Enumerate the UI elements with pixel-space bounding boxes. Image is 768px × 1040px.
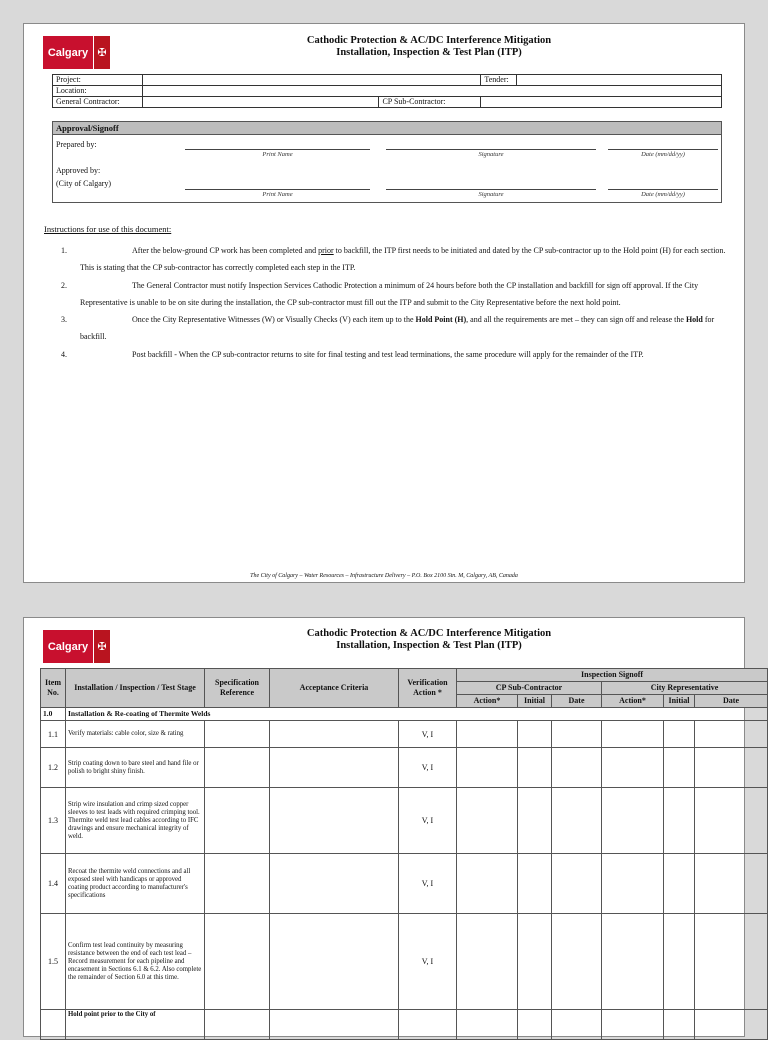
row-cp-date[interactable] [552, 721, 602, 748]
instruction-text: to backfill, the ITP first needs to be initiated and dated by the CP sub-contractor up to the Hold point (H) for each section. This is stating that the CP sub-contractor has correctly completed each step in the ITP. [80, 246, 726, 273]
row-city-date[interactable] [695, 854, 768, 914]
row-cp-date[interactable] [552, 854, 602, 914]
cp-date-header: Date [552, 695, 602, 708]
prepared-date-line[interactable]: Date (mm/dd/yy) [608, 149, 718, 158]
approval-signoff-box [52, 121, 722, 203]
row-stage: Hold point prior to the City of [66, 1010, 205, 1040]
row-city-action[interactable] [602, 788, 664, 854]
approved-signature-line[interactable]: Signature [386, 189, 596, 198]
row-cp-date[interactable] [552, 788, 602, 854]
row-city-action[interactable] [602, 748, 664, 788]
row-cp-action[interactable] [457, 788, 518, 854]
row-item-no: 1.1 [41, 721, 66, 748]
instruction-text: After the below-ground CP work has been completed and [132, 246, 319, 255]
row-spec-ref[interactable] [205, 914, 270, 1010]
logo-text: Calgary [43, 630, 93, 663]
instruction-text: Once the City Representative Witnesses (W) or Visually Checks (V) each item up to the [132, 315, 416, 325]
city-rep-header: City Representative [602, 682, 768, 695]
instruction-text: The General Contractor must notify Inspection Services Cathodic Protection a minimum of 24 hours before both the CP installation and backfill for sign off approval. If the City Representative is unable to be on site during the installation, the CP sub-contractor must fill out the ITP and submit to the City Representative before the next hold point. [80, 280, 699, 307]
project-value[interactable] [142, 75, 480, 86]
document-page-2 [23, 617, 745, 1037]
section-number: 1.0 [41, 708, 66, 721]
instruction-emphasis: Hold Point (H) [415, 315, 467, 325]
row-stage: Recoat the thermite weld connections and all exposed steel with handicaps or approved coating product according to manufacturer's specifications [66, 854, 205, 914]
project-label: Project: [53, 75, 143, 86]
instruction-emphasis: Hold [685, 315, 703, 325]
tender-label: Tender: [481, 75, 517, 86]
row-cp-initial[interactable] [518, 788, 552, 854]
row-spec-ref[interactable] [205, 748, 270, 788]
row-verification: V, I [399, 748, 457, 788]
row-city-date[interactable] [695, 914, 768, 1010]
section-title: Installation & Re-coating of Thermite Welds [66, 708, 768, 721]
spec-ref-header: Specification Reference [205, 669, 270, 708]
row-cp-date[interactable] [552, 1010, 602, 1040]
row-city-initial[interactable] [664, 748, 695, 788]
instructions-list [44, 242, 734, 363]
title-line-2: Installation, Inspection & Test Plan (ITP) [336, 47, 522, 58]
approved-date-line[interactable]: Date (mm/dd/yy) [608, 189, 718, 198]
location-label: Location: [53, 86, 143, 97]
general-contractor-label: General Contractor: [53, 97, 143, 108]
calgary-logo [43, 36, 110, 69]
instruction-number: 4. [61, 349, 67, 359]
crest-icon: ✠ [93, 36, 110, 69]
row-cp-date[interactable] [552, 748, 602, 788]
row-acceptance[interactable] [270, 748, 399, 788]
instruction-text: , and all the requirements are met – they can sign off and release the [466, 315, 686, 325]
row-city-date[interactable] [695, 1010, 768, 1040]
instruction-number: 2. [61, 280, 67, 290]
instruction-number: 1. [61, 246, 67, 255]
row-spec-ref[interactable] [205, 721, 270, 748]
row-acceptance[interactable] [270, 788, 399, 854]
row-verification [399, 1010, 457, 1040]
row-verification: V, I [399, 788, 457, 854]
row-city-action[interactable] [602, 1010, 664, 1040]
row-stage: Strip coating down to bare steel and hand file or polish to bright shiny finish. [66, 748, 205, 788]
inspection-signoff-header: Inspection Signoff [457, 669, 768, 682]
approval-heading: Approval/Signoff [53, 122, 721, 135]
row-verification: V, I [399, 721, 457, 748]
project-info-table [52, 74, 722, 108]
table-row [41, 914, 768, 1010]
instruction-emphasis: prior [318, 246, 334, 255]
page-footer: The City of Calgary – Water Resources – Infrastructure Delivery – P.O. Box 2100 Stn. M, Calgary, AB, Canada [250, 573, 518, 579]
document-title [164, 35, 694, 59]
row-stage: Confirm test lead continuity by measuring resistance between the end of each test lead – Record measurement for each pipeline and encasement in Sections 6.1 & 6.2. Also complete the remainder of Section 6.0 at this time. [66, 914, 205, 1010]
row-cp-action[interactable] [457, 748, 518, 788]
instruction-item [44, 242, 734, 277]
row-city-date[interactable] [695, 788, 768, 854]
city-label: (City of Calgary) [56, 179, 112, 188]
row-cp-action[interactable] [457, 1010, 518, 1040]
row-cp-initial[interactable] [518, 748, 552, 788]
city-initial-header: Initial [664, 695, 695, 708]
cp-initial-header: Initial [518, 695, 552, 708]
verification-header: Verification Action * [399, 669, 457, 708]
document-page-1 [23, 23, 745, 583]
row-spec-ref[interactable] [205, 854, 270, 914]
table-row [41, 1010, 768, 1040]
calgary-logo [43, 630, 110, 663]
row-cp-action[interactable] [457, 914, 518, 1010]
location-value[interactable] [142, 86, 721, 97]
title-line-1: Cathodic Protection & AC/DC Interference Mitigation [306, 628, 552, 639]
prepared-by-label: Prepared by: [56, 140, 97, 149]
row-item-no: 1.3 [41, 788, 66, 854]
row-city-initial[interactable] [664, 788, 695, 854]
row-city-initial[interactable] [664, 914, 695, 1010]
row-acceptance[interactable] [270, 914, 399, 1010]
row-city-action[interactable] [602, 914, 664, 1010]
row-verification: V, I [399, 854, 457, 914]
cp-action-header: Action* [457, 695, 518, 708]
acceptance-header: Acceptance Criteria [270, 669, 399, 708]
row-spec-ref[interactable] [205, 1010, 270, 1040]
row-city-action[interactable] [602, 854, 664, 914]
instruction-item [44, 277, 734, 312]
stage-header: Installation / Inspection / Test Stage [66, 669, 205, 708]
general-contractor-value[interactable] [142, 97, 379, 108]
logo-text: Calgary [43, 36, 93, 69]
row-verification: V, I [399, 914, 457, 1010]
row-item-no: 1.5 [41, 914, 66, 1010]
row-stage: Strip wire insulation and crimp sized copper sleeves to test leads with required crimping tool. Thermite weld test lead cables according to IFC drawings and ensure mechanical integrity of weld. [66, 788, 205, 854]
cp-subcontractor-value[interactable] [481, 97, 722, 108]
row-item-no: 1.4 [41, 854, 66, 914]
prepared-print-name-line[interactable]: Print Name [185, 149, 370, 158]
row-item-no [41, 1010, 66, 1040]
row-acceptance[interactable] [270, 854, 399, 914]
instruction-item [44, 311, 734, 346]
instruction-text: for backfill. [80, 315, 715, 342]
table-row [41, 788, 768, 854]
row-stage: Verify materials: cable color, size & rating [66, 721, 205, 748]
tender-value[interactable] [517, 75, 722, 86]
row-city-date[interactable] [695, 748, 768, 788]
instructions-title: Instructions for use of this document: [44, 224, 172, 234]
itp-table [40, 668, 768, 1040]
row-city-date[interactable] [695, 721, 768, 748]
title-line-1: Cathodic Protection & AC/DC Interference Mitigation [306, 35, 552, 46]
row-cp-date[interactable] [552, 914, 602, 1010]
row-city-initial[interactable] [664, 1010, 695, 1040]
approved-print-name-line[interactable]: Print Name [185, 189, 370, 198]
cp-sub-header: CP Sub-Contractor [457, 682, 602, 695]
row-cp-action[interactable] [457, 854, 518, 914]
row-acceptance[interactable] [270, 721, 399, 748]
item-no-header: Item No. [41, 669, 66, 708]
instruction-number: 3. [61, 315, 67, 325]
approved-by-label: Approved by: [56, 166, 101, 175]
row-acceptance[interactable] [270, 1010, 399, 1040]
crest-icon: ✠ [93, 630, 110, 663]
table-row [41, 854, 768, 914]
table-row [41, 721, 768, 748]
row-spec-ref[interactable] [205, 788, 270, 854]
row-cp-initial[interactable] [518, 854, 552, 914]
cp-subcontractor-label: CP Sub-Contractor: [379, 97, 481, 108]
city-date-header: Date [695, 695, 768, 708]
prepared-signature-line[interactable]: Signature [386, 149, 596, 158]
row-cp-initial[interactable] [518, 721, 552, 748]
title-line-2: Installation, Inspection & Test Plan (ITP) [336, 640, 522, 651]
row-item-no: 1.2 [41, 748, 66, 788]
row-city-initial[interactable] [664, 721, 695, 748]
row-cp-initial[interactable] [518, 914, 552, 1010]
instruction-text: Post backfill - When the CP sub-contractor returns to site for final testing and test lead terminations, the same procedure will apply for the remainder of the ITP. [132, 349, 644, 359]
city-action-header: Action* [602, 695, 664, 708]
row-cp-initial[interactable] [518, 1010, 552, 1040]
row-city-initial[interactable] [664, 854, 695, 914]
section-row [41, 708, 768, 721]
row-cp-action[interactable] [457, 721, 518, 748]
instruction-item [44, 346, 734, 363]
table-row [41, 748, 768, 788]
document-title [164, 628, 694, 652]
row-city-action[interactable] [602, 721, 664, 748]
